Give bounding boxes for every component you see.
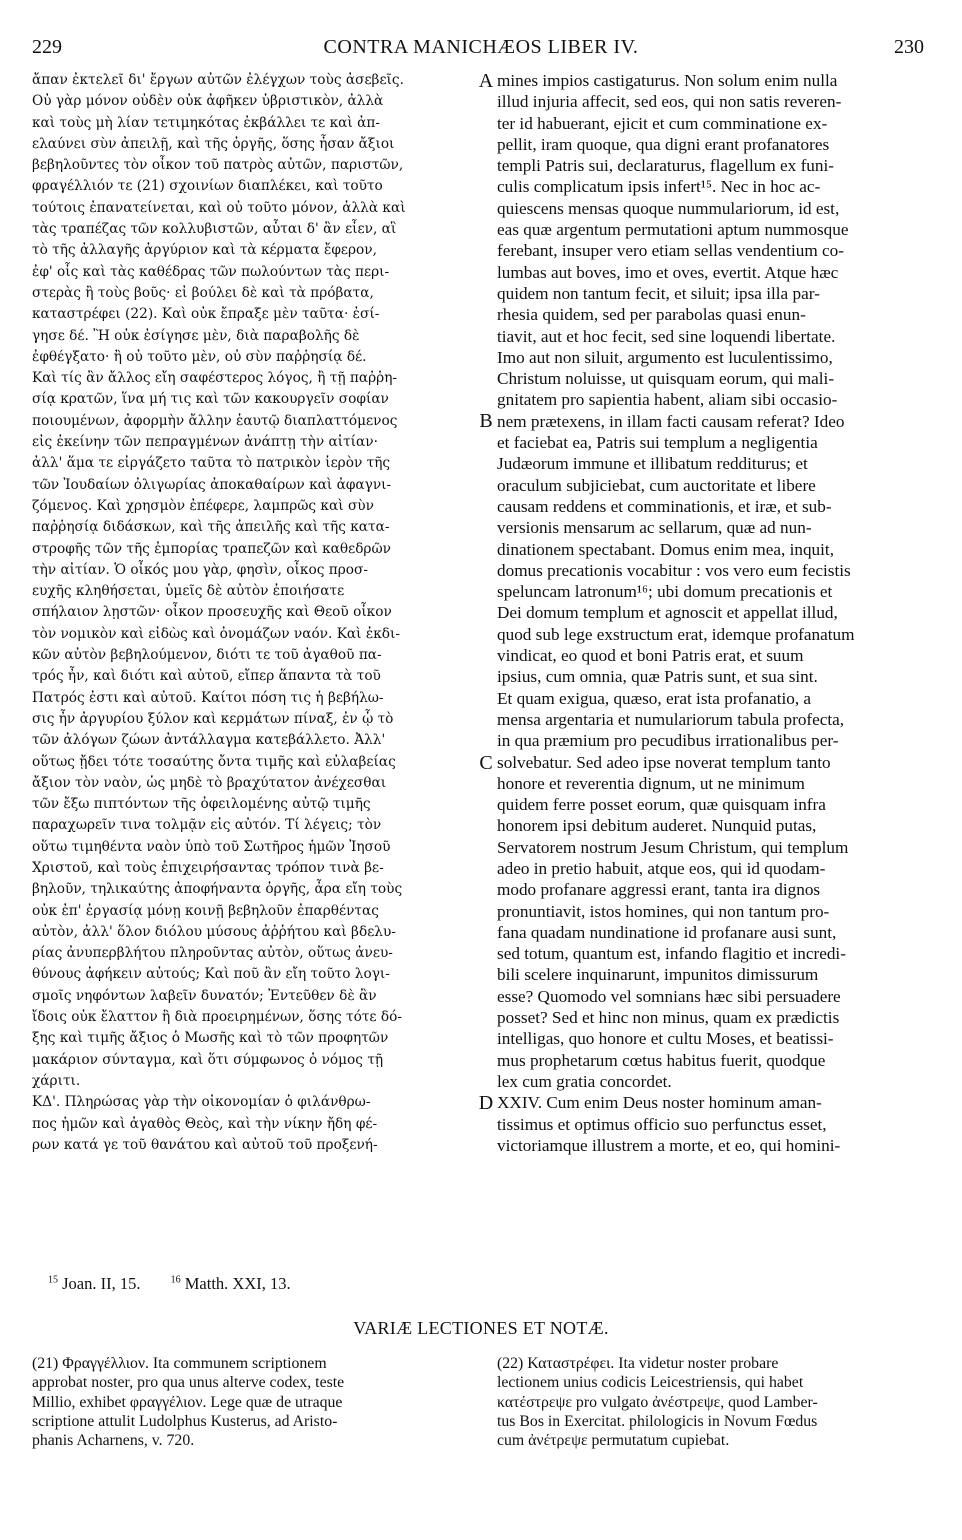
note-22-line: tus Bos in Exercitat. philologicis in Novum Fœdus: [497, 1412, 818, 1430]
latin-text-line: quiescens mensas quoque nummulariorum, id est,: [497, 198, 840, 218]
greek-text-line: τὴν αἰτίαν. Ὁ οἶκός μου γὰρ, φησὶν, οἶκος προσ-: [32, 561, 368, 578]
latin-text-line: in qua præmium pro pecudibus irrationalibus per-: [497, 731, 839, 751]
running-header: [0, 36, 962, 60]
latin-text-line: bili scelere inquinarunt, impunitos dimissurum: [497, 965, 819, 985]
latin-text-line: XXIV. Cum enim Deus noster hominum aman-: [497, 1093, 822, 1113]
latin-text-line: causam reddens et comminationis, et iræ, et sub-: [497, 496, 832, 516]
greek-text-line: ΚΔ'. Πληρώσας γὰρ τὴν οἰκονομίαν ὁ φιλάνθρω-: [32, 1094, 371, 1111]
greek-text-line: τὸ τῆς ἀλλαγῆς ἀργύριον καὶ τὰ κέρματα ἔφερον,: [32, 242, 377, 259]
greek-text-line: αὐτὸν, ἀλλ' ὅλον διόλου μύσους ἀῤῥήτου καὶ βδελυ-: [32, 923, 396, 940]
footnote-15-number: 15: [48, 1274, 58, 1286]
greek-text-line: βηλοῦν, τηλικαύτης ἀποφήναντα ὀργῆς, ἆρα εἴη τοὺς: [32, 881, 403, 898]
greek-text-line: σμοῖς νηφόντων λαβεῖν δυνατόν; Ἐντεῦθεν δὲ ἂν: [32, 987, 377, 1004]
latin-text-line: esse? Quomodo vel somnians hæc sibi persuadere: [497, 986, 841, 1006]
latin-text-line: domus precationis vocabitur : vos vero eum fecistis: [497, 560, 851, 580]
latin-text-line: dinationem spectabant. Domus enim mea, inquit,: [497, 539, 834, 559]
greek-text-line: θύνους ἀφήκειν αὐτούς; Καὶ ποῦ ἂν εἴη τοῦτο λογι-: [32, 966, 390, 983]
footnote-15: [48, 1274, 140, 1293]
greek-text-line: ἀλλ' ἅμα τε εἰργάζετο ταῦτα τὸ πατρικὸν ἱερὸν τῆς: [32, 455, 391, 472]
greek-text-line: χάριτι.: [32, 1072, 81, 1089]
footnote-16-text: Matth. XXI, 13.: [184, 1274, 291, 1293]
latin-text-line: quidem ferre posset eorum, quæ quisquam infra: [497, 795, 826, 815]
greek-text-line: ἄπαν ἐκτελεῖ δι' ἔργων αὐτῶν ἐλέγχων τοὺς ἀσεβεῖς.: [32, 72, 404, 88]
greek-text-line: Καὶ τίς ἂν ἄλλος εἴη σαφέστερος λόγος, ἢ τῇ παῤῥη-: [32, 370, 398, 387]
latin-text-line: quidem non tantum fecit, et siluit; ipsa illa par-: [497, 283, 820, 303]
latin-text-line: pronuntiavit, istos homines, qui non tantum pro-: [497, 901, 830, 921]
greek-text-line: γησε δέ. Ἢ οὐκ ἐσίγησε μὲν, διὰ παραβολῆς δὲ: [32, 327, 360, 344]
latin-column: [497, 70, 931, 1156]
latin-text-line: speluncam latronum¹⁶; ubi domum precationis et: [497, 582, 833, 602]
latin-text-line: et faciebat ea, Patris sui templum a negligentia: [497, 433, 818, 453]
greek-text-line: τῶν Ἰουδαίων ὀλιγωρίας ἀποκαθαίρων καὶ ἀφαγνι-: [32, 476, 392, 493]
greek-text-line: τῶν ἀλόγων ζώων ἀντάλλαγμα κατεβάλλετο. Ἀλλ': [32, 732, 386, 749]
latin-text-line: illud injuria affecit, sed eos, qui non satis reveren-: [497, 92, 842, 112]
greek-text-line: μακάριον σύνταγμα, καὶ ὅτι σύμφωνος ὁ νόμος τῇ: [32, 1051, 384, 1068]
greek-text-line: τὸν νομικὸν καὶ εἰδὼς καὶ ὀνομάζων ναόν. Καὶ ἐκδι-: [32, 625, 401, 642]
latin-text-line: rhesia quidem, sed per parabolas quasi enun-: [497, 305, 806, 325]
greek-column: [32, 70, 477, 1156]
latin-text-line: pellit, iram quoque, qua digni erant profanatores: [497, 134, 830, 154]
latin-text-line: posset? Sed et hinc non minus, quam ex prædictis: [497, 1008, 840, 1028]
note-22: [497, 1354, 931, 1450]
greek-text-line: εἰς ἐκείνην τῶν πεπραγμένων ἀνάπτῃ τὴν αἰτίαν·: [32, 434, 378, 451]
note-22-line: κατέστρεψε pro vulgato ἀνέστρεψε, quod Lamber-: [497, 1393, 818, 1411]
latin-text-line: lex cum gratia concordet.: [497, 1071, 672, 1091]
greek-text-line: τὰς τραπέζας τῶν κολλυβιστῶν, αὗται δ' ἂν εἶεν, αἳ: [32, 221, 397, 238]
greek-text-line: οὕτω τιμηθέντα ναὸν ὑπὸ τοῦ Σωτῆρος ἡμῶν Ἰησοῦ: [32, 838, 391, 855]
footnote-16: [171, 1274, 291, 1293]
latin-text-line: nem prætexens, in illam facti causam referat? Ideo: [497, 411, 845, 431]
greek-text-line: βεβηλοῦντες τὸν οἶκον τοῦ πατρὸς αὐτῶν, παριστῶν,: [32, 157, 404, 174]
greek-text-line: στροφῆς τῶν τῆς ἐμπορίας τραπεζῶν καὶ καθεδρῶν: [32, 540, 391, 557]
latin-text-line: oraculum subjiciebat, cum auctoritate et libere: [497, 475, 816, 495]
section-marker-b: B: [479, 410, 493, 432]
latin-text-line: ter id habuerant, ejicit et cum comminatione ex-: [497, 113, 828, 133]
greek-text-line: Οὐ γὰρ μόνον οὐδὲν οὐκ ἀφῆκεν ὑβριστικὸν, ἀλλὰ: [32, 93, 384, 110]
greek-text-line: τρός ἦν, καὶ διότι καὶ αὐτοῦ, εἴπερ ἅπαντα τὰ τοῦ: [32, 668, 381, 685]
greek-text-line: σίᾳ κρατῶν, ἵνα μή τις καὶ τῶν κακουργεῖν σοφίαν: [32, 391, 389, 408]
greek-text-line: παραχωρεῖν τινα τολμᾷν εἰς αὐτόν. Τί λέγεις; τὸν: [32, 817, 382, 834]
latin-text-line: tiavit, aut et hoc fecit, sed sine loquendi libertate.: [497, 326, 836, 346]
greek-text-line: ξης καὶ τιμῆς ἄξιος ὁ Μωσῆς καὶ τὸ τῶν προφητῶν: [32, 1030, 389, 1047]
greek-text-line: ευχῆς κληθήσεται, ὑμεῖς δὲ αὐτὸν ἐποιήσατε: [32, 583, 345, 600]
greek-text-line: καὶ τοὺς μὴ λίαν τετιμηκότας ἐκβάλλει τε καὶ ἀπ-: [32, 114, 381, 131]
latin-text-line: templi Patris sui, declaraturus, flagellum ex funi-: [497, 156, 834, 176]
greek-text-line: ζόμενος. Καὶ χρησμὸν ἐπέφερε, λαμπρῶς καὶ σὺν: [32, 497, 374, 514]
note-21-line: approbat noster, pro qua unus alterve codex, teste: [32, 1374, 345, 1392]
latin-text-line: mensa argentaria et numulariorum tabula profecta,: [497, 709, 845, 729]
latin-text-line: culis complicatum ipsis infert¹⁵. Nec in hoc ac-: [497, 177, 821, 197]
latin-text-line: honore et reverentia dignum, ut ne minimum: [497, 773, 805, 793]
footnotes: [48, 1274, 291, 1294]
note-21-line: Millio, exhibet φραγγέλιον. Lege quæ de utraque: [32, 1393, 343, 1411]
section-marker-a: A: [478, 70, 494, 92]
section-marker-c: C: [479, 752, 493, 774]
latin-text-line: quod sub lege exstructum erat, idemque profanatum: [497, 624, 855, 644]
greek-text-line: ἐφ' οἷς καὶ τὰς καθέδρας τῶν πωλούντων τὰς περι-: [32, 263, 390, 280]
note-21-line: scriptione attulit Ludolphus Kusterus, ad Aristo-: [32, 1412, 338, 1430]
greek-text-line: παῤῥησίᾳ διδάσκων, καὶ τῆς ἀπειλῆς καὶ τῆς κατα-: [32, 519, 390, 536]
latin-text-line: modo profanare aggressi erant, tanta ira dignos: [497, 880, 821, 900]
latin-text-line: fana quadam nundinatione id profanare ausi sunt,: [497, 922, 837, 942]
footnote-16-number: 16: [170, 1274, 181, 1286]
latin-text-line: intelligas, quo honore et cultu Moses, et beatissi-: [497, 1029, 834, 1049]
greek-text-line: ἐφθέγξατο· ἢ οὐ τοῦτο μὲν, οὐ σὺν παῤῥησίᾳ δέ.: [32, 348, 367, 365]
latin-text-line: Imo aut non siluit, argumento est luculentissimo,: [497, 347, 833, 367]
latin-text-line: Dei domum templum et agnoscit et appellat illud,: [497, 603, 838, 623]
latin-text-line: Judæorum immune et illibatum redditurus; et: [497, 454, 808, 474]
latin-text-line: ferebant, insuper vero etiam sellas vendentium co-: [497, 241, 844, 261]
greek-text-line: τῶν ἔξω πιπτόντων τῆς ὀφειλομένης αὐτῷ τιμῆς: [32, 796, 371, 813]
greek-text-line: πος ἡμῶν καὶ ἀγαθὸς Θεὸς, καὶ τὴν νίκην ἤδη φέ-: [32, 1115, 378, 1132]
latin-text-line: victoriamque illustrem a morte, et eo, qui homini-: [497, 1135, 841, 1155]
latin-text-line: gnitatem pro sapientia habent, aliam sibi occasio-: [497, 390, 838, 410]
running-title: CONTRA MANICHÆOS LIBER IV.: [323, 36, 639, 58]
greek-text-line: ἴδοις οὐκ ἔλαττον ἢ διὰ προειρημένων, ὅσης τότε δό-: [32, 1009, 402, 1026]
greek-text-line: ποιουμένων, ἀφορμὴν ἄλλην ἑαυτῷ διαπλαττόμενος: [32, 412, 398, 429]
greek-text-line: ἄξιον τὸν ναὸν, ὡς μηδὲ τὸ βραχύτατον ἀνέχεσθαι: [32, 774, 387, 791]
latin-text-line: vindicat, eo quod et boni Patris erat, et suum: [497, 646, 804, 666]
footnote-15-text: Joan. II, 15.: [62, 1274, 141, 1293]
greek-text-line: ρίας ἀνυπερβλήτου πληροῦντας αὐτὸν, οὕτως ἀνευ-: [32, 945, 393, 962]
latin-text-line: adeo in pretio habuit, atque eos, qui id quodam-: [497, 858, 826, 878]
latin-text-line: Servatorem nostrum Jesum Christum, qui templum: [497, 837, 849, 857]
latin-text-line: eas quæ argentum permutationi aptum nummosque: [497, 220, 849, 240]
section-marker-d: D: [478, 1092, 494, 1114]
page-number-left: 229: [32, 36, 62, 58]
greek-text-line: ρων κατά γε τοῦ θανάτου καὶ αὐτοῦ τοῦ προξενή-: [32, 1136, 378, 1153]
greek-text-line: τούτοις ἐπανατείνεται, καὶ οὐ τοῦτο μόνον, ἀλλὰ καὶ: [32, 199, 406, 216]
greek-text-line: ελαύνει σὺν ἀπειλῇ, καὶ τῆς ὀργῆς, ὅσης ἦσαν ἄξιοι: [32, 135, 395, 152]
greek-text-line: καταστρέφει (22). Καὶ οὐκ ἔπραξε μὲν ταῦτα· ἐσί-: [32, 306, 380, 323]
note-22-line: lectionem unius codicis Leicestriensis, qui habet: [497, 1374, 804, 1392]
latin-text-line: solvebatur. Sed adeo ipse noverat templum tanto: [497, 752, 831, 772]
note-22-line: cum ἀνέτρεψε permutatum cupiebat.: [497, 1432, 730, 1450]
greek-text-line: Χριστοῦ, καὶ τοὺς ἐπιχειρήσαντας τρόπον τινὰ βε-: [32, 859, 384, 876]
latin-text-line: tissimus et optimus officio suo perfunctus esset,: [497, 1114, 827, 1134]
note-21-line: phanis Acharnens, v. 720.: [32, 1432, 195, 1450]
latin-text-line: mus prophetarum cœtus habitus fuerit, quodque: [497, 1050, 826, 1070]
greek-text-line: στερὰς ἢ τοὺς βοῦς· εἰ βούλει δὲ καὶ τὰ πρόβατα,: [32, 284, 374, 301]
latin-text-line: ipsius, cum omnia, quæ Patris sunt, et sua sint.: [497, 667, 818, 687]
greek-text-line: οὕτως ᾔδει τότε τοσαύτης ὄντα τιμῆς καὶ εὐλαβείας: [32, 753, 396, 770]
latin-text-line: lumbas aut boves, imo et oves, evertit. Atque hæc: [497, 262, 839, 282]
latin-text-line: mines impios castigaturus. Non solum enim nulla: [497, 71, 838, 90]
greek-text-line: κῶν αὐτὸν βεβηλούμενον, διότι τε τοῦ ἀγαθοῦ πα-: [32, 647, 382, 664]
greek-text-line: σις ἦν ἀργυρίου ξύλον καὶ κερμάτων πίναξ, ἐν ᾧ τὸ: [32, 710, 394, 727]
greek-text-line: οὐκ ἐπ' ἐργασίᾳ μόνῃ κοινῇ βεβηλοῦν ἐπαρθέντας: [32, 902, 379, 919]
latin-text-line: honorem ipsi debitum auderet. Nunquid putas,: [497, 816, 817, 836]
latin-text-line: Christum noluisse, ut quisquam eorum, qui mali-: [497, 369, 835, 389]
note-22-line: (22) Καταστρέφει. Ita videtur noster probare: [497, 1355, 779, 1372]
greek-text-line: φραγέλλιόν τε (21) σχοινίων διαπλέκει, καὶ τοῦτο: [32, 178, 383, 195]
variae-lectiones-heading: VARIÆ LECTIONES ET NOTÆ.: [353, 1318, 609, 1338]
latin-text-line: Et quam exigua, quæso, erat ista profanatio, a: [497, 688, 812, 708]
note-21-line: (21) Φραγγέλλιον. Ita communem scriptionem: [32, 1355, 327, 1372]
greek-text-line: σπήλαιον λῃστῶν· οἶκον προσευχῆς καὶ Θεοῦ οἶκον: [32, 604, 392, 621]
page-number-right: 230: [894, 36, 924, 58]
latin-text-line: versionis mensarum ac sellarum, quæ ad nun-: [497, 518, 812, 538]
greek-text-line: Πατρός ἐστι καὶ αὐτοῦ. Καίτοι πόση τις ἡ βεβήλω-: [32, 689, 384, 706]
note-21: [32, 1354, 477, 1450]
latin-text-line: sed totum, quantum est, infando flagitio et incredi-: [497, 944, 846, 964]
